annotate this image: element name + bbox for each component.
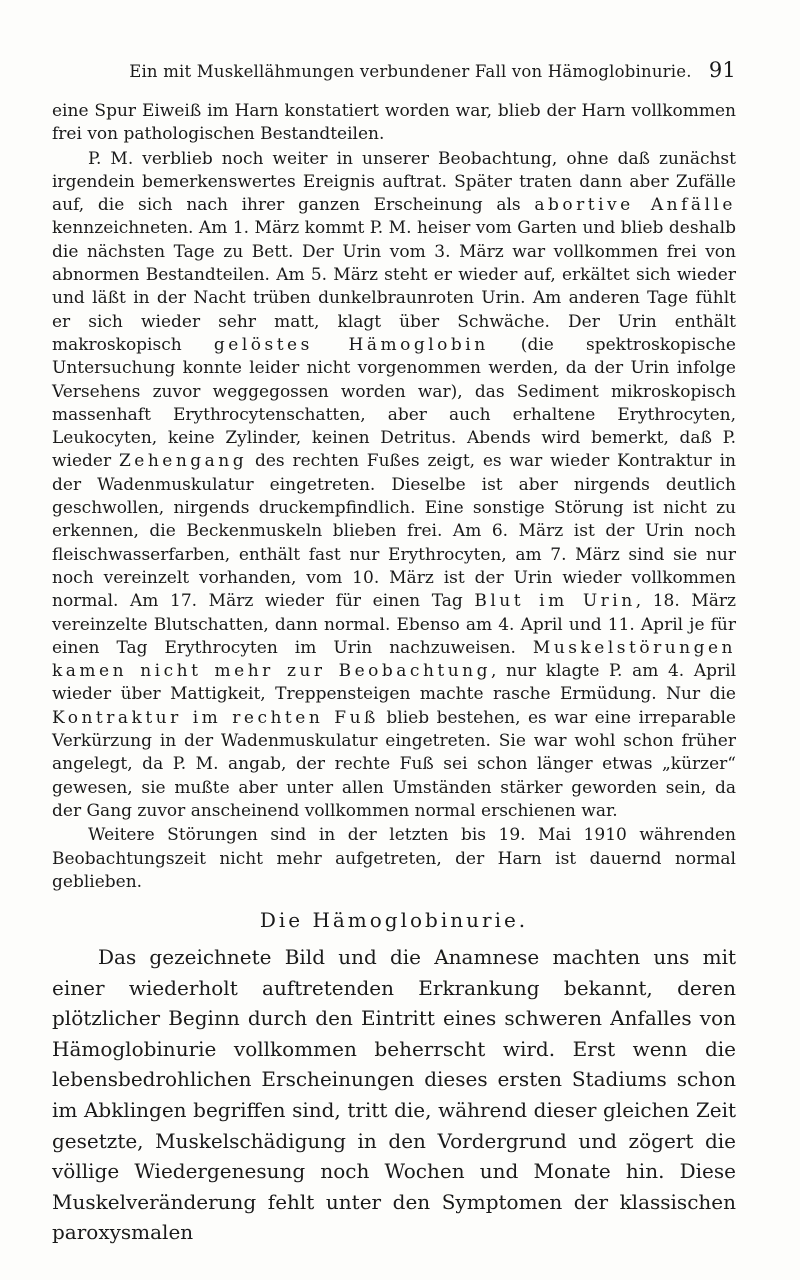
spaced-emphasis: Muskelstörungen kamen nicht mehr zur Beobachtung — [52, 637, 736, 682]
text-run: , 18. März vereinzelte Blutschatten, dann normal. Ebenso am 4. April und 11. April je für einen Tag Erythrocyten im Urin nachzuweisen. — [52, 591, 736, 658]
paragraph-section-intro: Das gezeichnete Bild und die Anamnese machten uns mit einer wiederholt auftretenden Erkrankung bekannt, deren plötzlicher Beginn durch den Eintritt eines schweren Anfalles von Hämoglobinurie vollkommen beherrscht wird. Erst wenn die lebensbedrohlichen Erscheinungen dieses ersten Stadiums schon im Abklingen begriffen sind, tritt die, während dieser gleichen Zeit gesetzte, Muskelschädigung in den Vordergrund und zögert die völlige Wiedergenesung noch Wochen und Monate hin. Diese Muskelveränderung fehlt unter den Symptomen der klassischen paroxysmalen — [52, 945, 736, 1245]
spaced-emphasis: gelöstes Hämoglobin — [213, 334, 489, 355]
text-run: (die spektroskopische Untersuchung konnte leider nicht vorgenommen werden, da der Urin infolge Versehens zuvor weggegossen worden war), das Sediment mikroskopisch massenhaft Erythrocytenschatten, aber auch erhaltene Erythrocyten, Leukocyten, keine Zylinder, keinen Detritus. Abends wird bemerkt, daß P. wieder — [52, 334, 736, 472]
spaced-emphasis: Blut im Urin — [474, 591, 636, 612]
text-run: , nur klagte P. am 4. April wieder über Mattigkeit, Treppensteigen machte rasche Ermüdung. Nur die — [52, 661, 736, 705]
text-run: des rechten Fußes zeigt, es war wieder Kontraktur in der Wadenmuskulatur eingetreten. Dieselbe ist aber nirgends deutlich geschwollen, nirgends druckempfindlich. Eine sonstige Störung ist nicht zu erkennen, die Beckenmuskeln blieben frei. Am 6. März ist der Urin noch fleischwasserfarben, enthält fast nur Erythrocyten, am 7. März sind sie nur noch vereinzelt vorhanden, vom 10. März ist der Urin wieder vollkommen normal. Am 17. März wieder für einen Tag — [52, 451, 736, 612]
spaced-emphasis: Zehengang — [118, 451, 248, 472]
spaced-emphasis: Kontraktur im rechten Fuß — [52, 707, 379, 728]
text-run: blieb bestehen, es war eine irreparable Verkürzung in der Wadenmuskulatur eingetreten. Sie war wohl schon früher angelegt, da P. M. angab, der rechte Fuß sei schon länger etwas „kürzer“ gewesen, sie mußte aber unter allen Umständen stärker geworden sein, da der Gang zuvor anscheinend vollkommen normal erschienen war. — [52, 707, 736, 821]
page-header — [52, 58, 736, 92]
text-run: P. M. verblieb noch weiter in unserer Beobachtung, ohne daß zunächst irgendein bemerkenswertes Ereignis auftrat. Später traten dann aber Zufälle auf, die sich nach ihrer ganzen Erscheinung als — [52, 148, 736, 216]
text-run: kennzeichneten. Am 1. März kommt P. M. heiser vom Garten und blieb deshalb die nächsten Tage zu Bett. Der Urin vom 3. März war vollkommen frei von abnormen Bestandteilen. Am 5. März steht er wieder auf, erkältet sich wieder und läßt in der Nacht trüben dunkelbraunroten Urin. Am anderen Tage fühlt er sich wieder sehr matt, klagt über Schwäche. Der Urin enthält makroskopisch — [52, 218, 736, 355]
paragraph-course — [52, 148, 736, 824]
section-text — [52, 942, 736, 1248]
spaced-emphasis: abortive Anfälle — [534, 195, 736, 216]
page-number: 91 — [708, 58, 736, 82]
case-report-text — [52, 100, 736, 894]
running-title: Ein mit Muskellähmungen verbundener Fall von Hämoglobinurie. — [129, 62, 692, 81]
paragraph-continuation: eine Spur Eiweiß im Harn konstatiert worden war, blieb der Harn vollkommen frei von pathologischen Bestandteilen. — [52, 101, 736, 145]
paragraph-followup: Weitere Störungen sind in der letzten bis 19. Mai 1910 währenden Beobachtungszeit nicht mehr aufgetreten, der Harn ist dauernd normal geblieben. — [52, 825, 736, 892]
section-heading: Die Hämoglobinurie. — [259, 908, 529, 933]
